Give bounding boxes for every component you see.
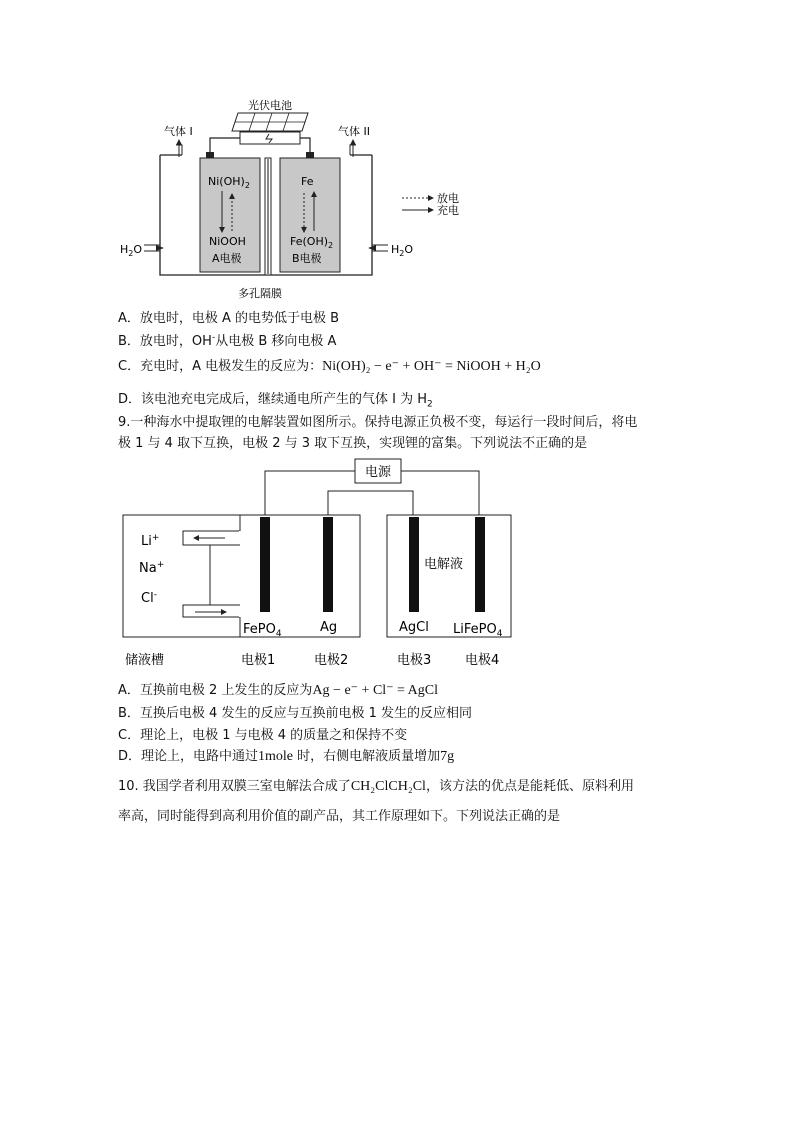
gas-2-label: 气体 II — [338, 125, 370, 138]
q9-option-d: D．理论上，电路中通过1mole 时，右侧电解液质量增加7g — [118, 749, 455, 764]
q8-option-c-equation: Ni(OH)₂ − e⁻ + OH⁻ = NiOOH + H₂O — [322, 359, 541, 374]
solar-label: 光伏电池 — [248, 99, 292, 112]
svg-text:储液槽: 储液槽 — [125, 653, 165, 668]
svg-text:电极4: 电极4 — [465, 653, 500, 668]
svg-text:电极3: 电极3 — [397, 653, 432, 668]
legend-discharge: 放电 — [437, 192, 459, 205]
svg-text:Ni(OH)2: $Ni(OH)_2$ — [208, 175, 250, 190]
svg-text:Fe(OH)2: $Fe(OH)_2$ — [290, 235, 334, 250]
electrode-1 — [260, 517, 270, 612]
electrode-3 — [409, 517, 419, 612]
q8-option-c: C．充电时，A 电极发生的反应为：Ni(OH)₂ − e⁻ + OH⁻ = NiOOH + H₂O — [118, 359, 541, 374]
q10-stem-line-1: 10. 我国学者利用双膜三室电解法合成了CH₂ClCH₂Cl，该方法的优点是能耗低、原料利用 — [118, 779, 634, 794]
q10-formula: CH₂ClCH₂Cl — [350, 779, 426, 794]
svg-text:B电极: B电极 — [292, 252, 322, 265]
svg-text:A电极: A电极 — [212, 252, 242, 265]
svg-text:H2O: $H_2O$ — [391, 243, 414, 258]
q9-option-c: C．理论上，电极 1 与电极 4 的质量之和保持不变 — [118, 728, 408, 743]
q8-option-a: A．放电时，电极 A 的电势低于电极 B — [118, 311, 340, 326]
svg-text:Li+: Li+ — [141, 533, 160, 549]
q10-stem-line-2: 率高，同时能得到高利用价值的副产品，其工作原理如下。下列说法正确的是 — [118, 809, 561, 824]
q9-option-a: A．互换前电极 2 上发生的反应为Ag − e⁻ + Cl⁻ = AgCl — [118, 683, 439, 698]
svg-text:H2O: $H_2O$ — [120, 243, 143, 258]
electrolyte-label: 电解液 — [424, 557, 464, 572]
svg-text:FePO4: FePO$_4$ — [243, 622, 282, 639]
right-cell — [387, 515, 511, 637]
q8-option-d: D．该电池充电完成后，继续通电所产生的气体 I 为 $H_2$ — [118, 392, 433, 410]
electrode-4 — [475, 517, 485, 612]
svg-text:Cl-: Cl- — [141, 590, 157, 606]
svg-text:NiOOH: NiOOH — [209, 235, 246, 248]
q9-option-a-equation: Ag − e⁻ + Cl⁻ = AgCl — [312, 683, 439, 698]
membrane-label: 多孔隔膜 — [238, 287, 282, 300]
svg-text:Na+: Na+ — [139, 560, 165, 576]
q9-option-b: B．互换后电极 4 发生的反应与互换前电极 1 发生的反应相同 — [118, 706, 472, 721]
q9-stem-line-2: 极 1 与 4 取下互换，电极 2 与 3 取下互换，实现锂的富集。下列说法不正确的是 — [118, 436, 588, 451]
svg-text:电极1: 电极1 — [241, 653, 276, 668]
figure-lithium-extraction — [115, 455, 525, 675]
svg-text:LiFePO4: LiFePO$_4$ — [453, 622, 503, 639]
svg-text:AgCl: AgCl — [399, 620, 429, 635]
svg-text:电极2: 电极2 — [314, 653, 349, 668]
q8-option-b: B．放电时，OH-从电极 B 移向电极 A — [118, 332, 337, 349]
legend-charge: 充电 — [437, 204, 459, 217]
reservoir — [183, 531, 240, 617]
svg-text:Ag: Ag — [320, 620, 338, 635]
q9-stem-line-1: 9.一种海水中提取锂的电解装置如图所示。保持电源正负极不变，每运行一段时间后，将电 — [118, 415, 638, 430]
left-cell — [240, 515, 360, 637]
svg-text:Fe: Fe — [301, 175, 314, 188]
svg-text:电源: 电源 — [365, 465, 392, 480]
electrode-2 — [323, 517, 333, 612]
solar-panel — [232, 113, 308, 144]
figure-ni-fe-cell — [110, 95, 480, 305]
gas-1-label: 气体 I — [164, 125, 193, 138]
